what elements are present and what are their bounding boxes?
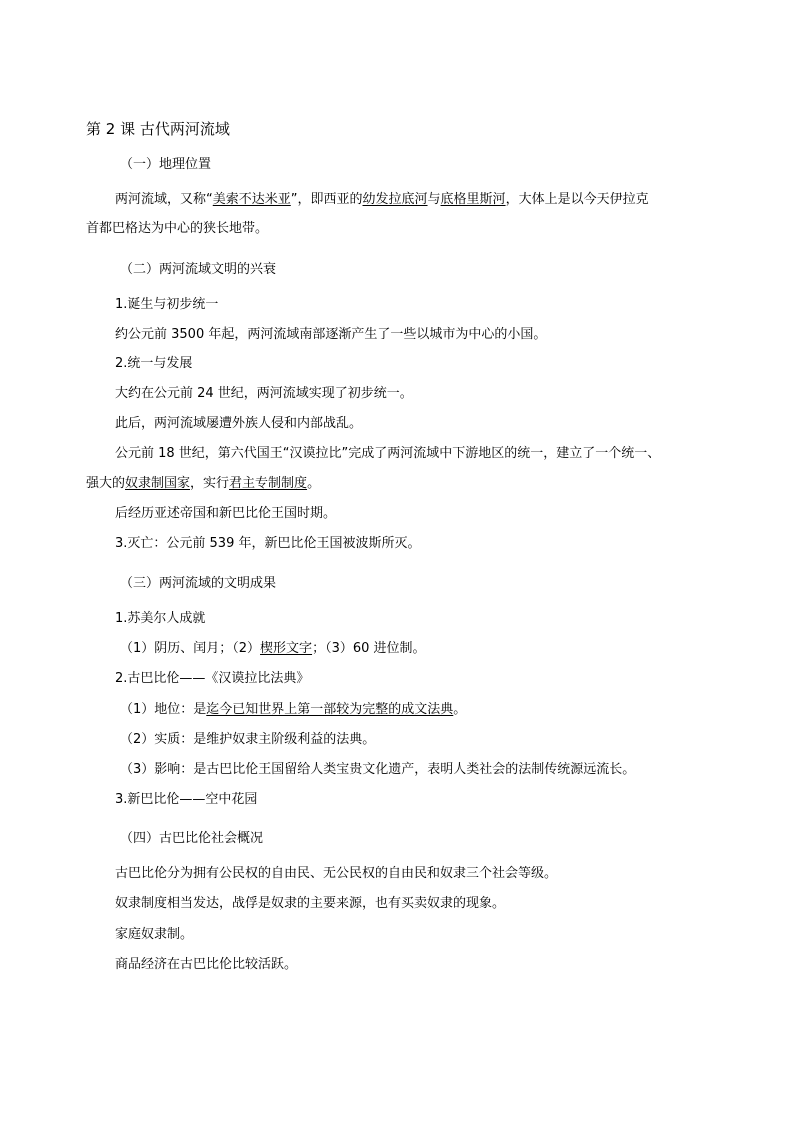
text-segment: ，实行 [190,476,230,491]
text-segment: 强大的 [86,476,126,491]
paragraph-social-classes: 古巴比伦分为拥有公民权的自由民、无公民权的自由民和奴隶三个社会等级。 [115,866,558,881]
text-segment: 与 [427,192,441,207]
paragraph-later-periods: 后经历亚述帝国和新巴比伦王国时期。 [115,506,337,521]
term-mesopotamia: 美索不达米亚 [212,192,291,207]
term-autocracy: 君主专制制度 [229,476,308,491]
text-segment: ，大体上是以今天伊拉克 [505,192,649,207]
text-segment: （1）地位：是 [120,702,207,717]
paragraph-code-status [120,700,466,720]
paragraph-commerce: 商品经济在古巴比伦比较活跃。 [115,957,298,972]
text-segment: 两河流域，又称“ [115,192,213,207]
paragraph-code-essence: （2）实质：是维护奴隶主阶级利益的法典。 [120,732,376,747]
term-euphrates: 幼发拉底河 [362,192,428,207]
text-segment: ；（3）60 进位制。 [312,641,426,656]
paragraph-slavery: 奴隶制度相当发达，战俘是奴隶的主要来源，也有买卖奴隶的现象。 [115,896,506,911]
paragraph-unification: 大约在公元前 24 世纪，两河流域实现了初步统一。 [115,386,413,401]
section-heading-achievements: （三）两河流域的文明成果 [120,576,277,591]
paragraph-hammurabi-line2 [86,474,320,494]
text-segment: 。 [453,702,467,717]
paragraph-code-influence: （3）影响：是古巴比伦王国留给人类宝贵文化遗产，表明人类社会的法制传统源远流长。 [120,762,636,777]
section-heading-geography: （一）地理位置 [120,157,212,172]
lesson-title: 第 2 课 古代两河流域 [86,120,230,138]
term-slave-state: 奴隶制国家 [125,476,191,491]
subheading-unification: 2.统一与发展 [115,356,193,371]
paragraph-fall: 3.灭亡：公元前 539 年，新巴比伦王国被波斯所灭。 [115,536,421,551]
paragraph-hammurabi-line1: 公元前 18 世纪，第六代国王“汉谟拉比”完成了两河流域中下游地区的统一，建立了一个统一、 [115,446,661,461]
section-heading-society: （四）古巴比伦社会概况 [120,831,264,846]
section-heading-rise-fall: （二）两河流域文明的兴衰 [120,262,277,277]
paragraph-household-slavery: 家庭奴隶制。 [115,927,194,942]
paragraph-sumerian-achievements [120,639,426,659]
subheading-new-babylon: 3.新巴比伦——空中花园 [115,792,258,807]
term-first-written-code: 迄今已知世界上第一部较为完整的成文法典 [206,702,454,717]
text-segment: 。 [307,476,321,491]
term-cuneiform: 楔形文字 [260,641,313,656]
subheading-birth: 1.诞生与初步统一 [115,297,219,312]
paragraph-invasions: 此后，两河流域屡遭外族人侵和内部战乱。 [115,416,363,431]
text-segment: （1）阴历、闰月；（2） [120,641,261,656]
subheading-sumerian: 1.苏美尔人成就 [115,611,206,626]
term-tigris: 底格里斯河 [440,192,506,207]
text-segment: ”，即西亚的 [290,192,363,207]
paragraph-geography-line2: 首都巴格达为中心的狭长地带。 [86,221,269,236]
paragraph-birth: 约公元前 3500 年起，两河流域南部逐渐产生了一些以城市为中心的小国。 [115,327,547,342]
paragraph-geography-line1 [115,190,649,210]
subheading-babylon-code: 2.古巴比伦——《汉谟拉比法典》 [115,671,310,686]
